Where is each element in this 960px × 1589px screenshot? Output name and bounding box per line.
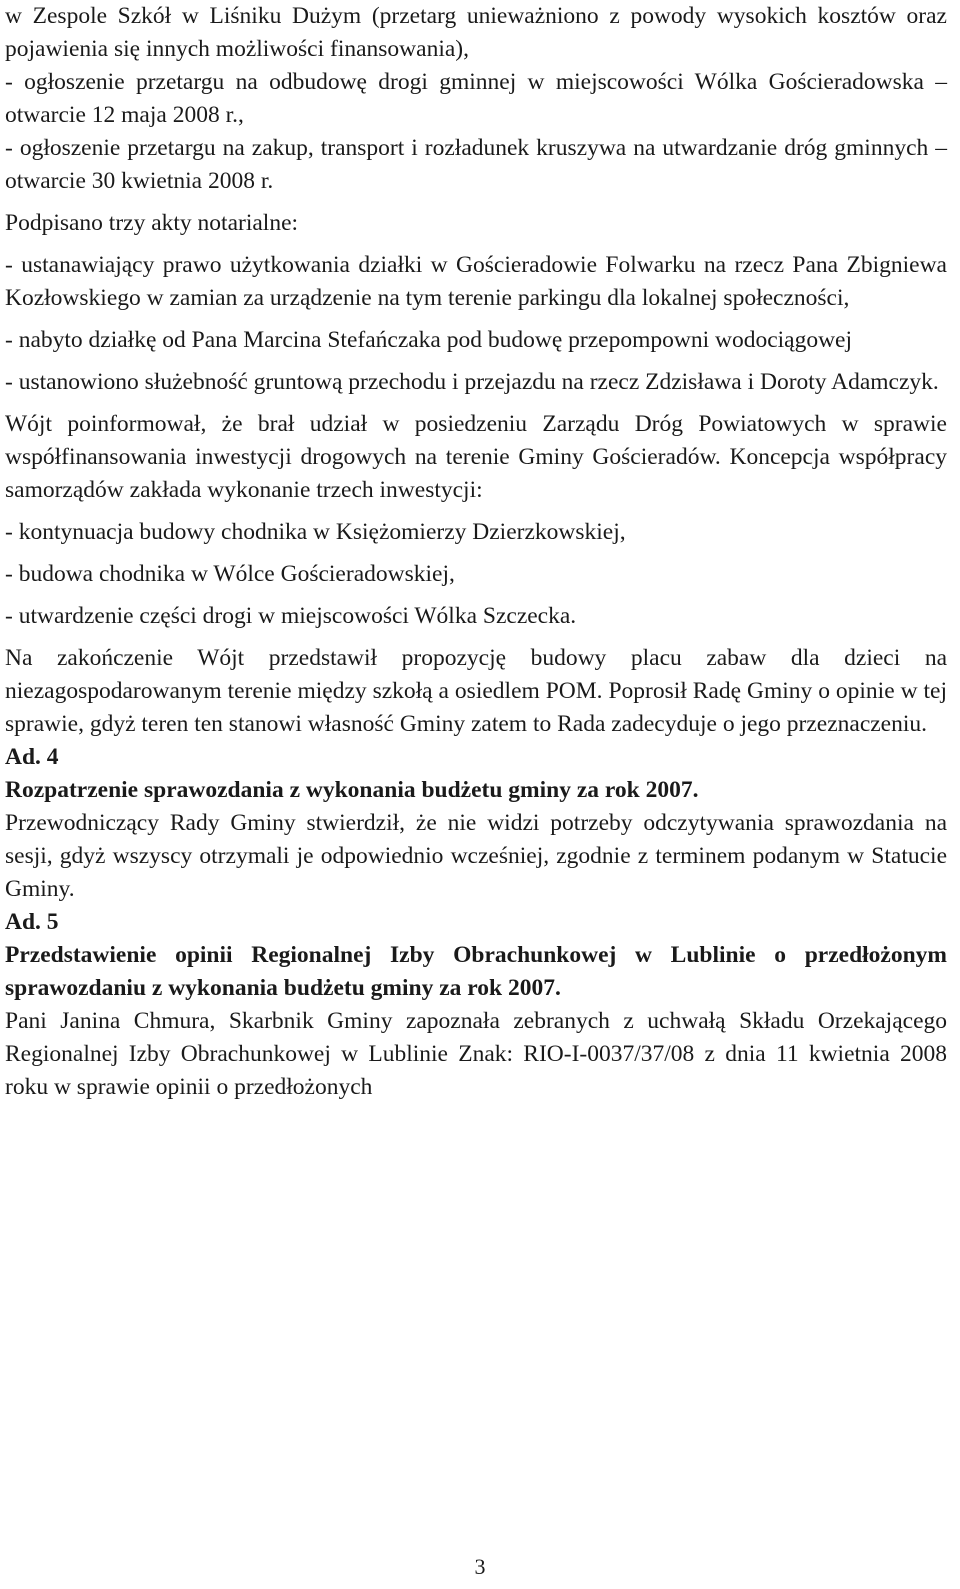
paragraph-deed-plot-purchase: - nabyto działkę od Pana Marcina Stefańczaka pod budowę przepompowni wodociągowej — [5, 327, 853, 353]
section-ad5-text: Pani Janina Chmura, Skarbnik Gminy zapoznała zebranych z uchwałą Składu Orzekającego Regionalnej Izby Obrachunkowej w Lublinie Znak: RIO-I-0037/37/08 z dnia 11 kwietnia 2008 roku w sprawie opinii o przedłożonych — [5, 1008, 947, 1100]
document-page — [5, 0, 947, 1104]
paragraph-road-board-meeting: Wójt poinformował, że brał udział w posiedzeniu Zarządu Dróg Powiatowych w sprawie współfinansowania inwestycji drogowych na terenie Gminy Gościeradów. Koncepcja współpracy samorządów zakłada wykonanie trzech inwestycji: — [5, 411, 947, 503]
section-ad4-label: Ad. 4 — [5, 744, 59, 770]
section-ad5-label: Ad. 5 — [5, 909, 59, 935]
section-ad4-text: Przewodniczący Rady Gminy stwierdził, że nie widzi potrzeby odczytywania sprawozdania na sesji, gdyż wszyscy otrzymali je odpowiednio wcześniej, zgodnie z terminem podanym w Statucie Gminy. — [5, 810, 947, 902]
paragraph-notarial-deeds: Podpisano trzy akty notarialne: — [5, 210, 299, 236]
paragraph-investment-1: - kontynuacja budowy chodnika w Księżomierzy Dzierzkowskiej, — [5, 519, 626, 545]
paragraph-investment-3: - utwardzenie części drogi w miejscowości Wólka Szczecka. — [5, 603, 577, 629]
paragraph-tender-school: w Zespole Szkół w Liśniku Dużym (przetarg unieważniono z powody wysokich kosztów oraz pojawienia się innych możliwości finansowania), — [5, 3, 947, 62]
paragraph-playground-proposal: Na zakończenie Wójt przedstawił propozycję budowy placu zabaw dla dzieci na niezagospodarowanym terenie między szkołą a osiedlem POM. Poprosił Radę Gminy o opinie w tej sprawie, gdyż teren ten stanowi własność Gminy zatem to Rada zadecyduje o jego przeznaczeniu. — [5, 645, 947, 737]
paragraph-tender-road: - ogłoszenie przetargu na odbudowę drogi gminnej w miejscowości Wólka Gościeradowska – otwarcie 12 maja 2008 r., — [5, 69, 947, 128]
paragraph-investment-2: - budowa chodnika w Wólce Gościeradowskiej, — [5, 561, 455, 587]
paragraph-tender-aggregate: - ogłoszenie przetargu na zakup, transport i rozładunek kruszywa na utwardzanie dróg gminnych – otwarcie 30 kwietnia 2008 r. — [5, 135, 947, 194]
page-number: 3 — [474, 1554, 486, 1579]
section-ad5-title: Przedstawienie opinii Regionalnej Izby Obrachunkowej w Lublinie o przedłożonym sprawozdaniu z wykonania budżetu gminy za rok 2007. — [5, 942, 947, 1001]
paragraph-deed-easement: - ustanowiono służebność gruntową przechodu i przejazdu na rzecz Zdzisława i Doroty Adamczyk. — [5, 369, 939, 395]
paragraph-deed-usage-right: - ustanawiający prawo użytkowania działki w Gościeradowie Folwarku na rzecz Pana Zbigniewa Kozłowskiego w zamian za urządzenie na tym terenie parkingu dla lokalnej społeczności, — [5, 252, 947, 311]
section-ad4-title: Rozpatrzenie sprawozdania z wykonania budżetu gminy za rok 2007. — [5, 777, 699, 803]
